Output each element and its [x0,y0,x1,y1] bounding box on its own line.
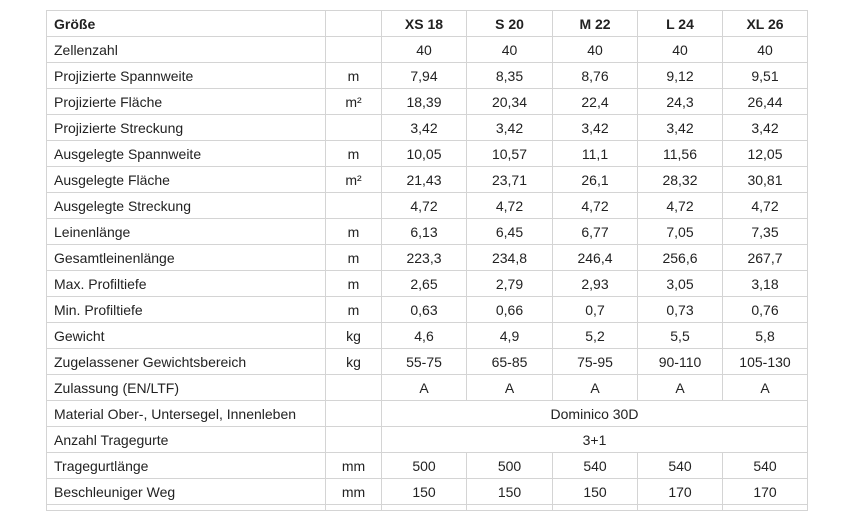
row-unit: m² [326,167,382,193]
trailer-cell [467,505,553,511]
cell-value: 3,05 [638,271,723,297]
row-unit: m [326,297,382,323]
row-label: Projizierte Fläche [47,89,326,115]
row-unit: mm [326,479,382,505]
row-unit: mm [326,453,382,479]
cell-value: 540 [553,453,638,479]
row-unit: m [326,141,382,167]
cell-value: 7,05 [638,219,723,245]
row-unit: kg [326,349,382,375]
trailer-cell [326,505,382,511]
table-row [47,63,808,89]
cell-value: 0,73 [638,297,723,323]
cell-value: 223,3 [382,245,467,271]
trailer-cell [638,505,723,511]
cell-value: 9,12 [638,63,723,89]
table-row [47,167,808,193]
cell-value: A [467,375,553,401]
cell-value: 7,94 [382,63,467,89]
table-row [47,427,808,453]
cell-value: 18,39 [382,89,467,115]
table-row [47,349,808,375]
cell-value: 3,42 [382,115,467,141]
cell-value: 20,34 [467,89,553,115]
column-header: S 20 [467,11,553,37]
cell-value: 9,51 [723,63,808,89]
cell-value: 10,05 [382,141,467,167]
row-unit: kg [326,323,382,349]
cell-value: 0,76 [723,297,808,323]
row-unit [326,193,382,219]
cell-value: 2,65 [382,271,467,297]
cell-value: 500 [382,453,467,479]
cell-value: 90-110 [638,349,723,375]
cell-value: 105-130 [723,349,808,375]
cell-value: 40 [467,37,553,63]
cell-value: 2,79 [467,271,553,297]
cell-value: 2,93 [553,271,638,297]
cell-value: 3,42 [638,115,723,141]
cell-value: 26,44 [723,89,808,115]
cell-value: 75-95 [553,349,638,375]
table-trailer-row [47,505,808,511]
row-label: Zugelassener Gewichtsbereich [47,349,326,375]
cell-value: 246,4 [553,245,638,271]
row-label: Gesamtleinenlänge [47,245,326,271]
cell-value: 4,72 [467,193,553,219]
cell-value: 5,8 [723,323,808,349]
row-label: Leinenlänge [47,219,326,245]
table-row [47,453,808,479]
cell-value: 170 [723,479,808,505]
cell-value: 4,6 [382,323,467,349]
table-row [47,297,808,323]
cell-value: 0,7 [553,297,638,323]
cell-value: 267,7 [723,245,808,271]
row-label: Ausgelegte Fläche [47,167,326,193]
cell-value: 8,35 [467,63,553,89]
cell-value: 4,72 [382,193,467,219]
table-row [47,193,808,219]
row-label: Projizierte Streckung [47,115,326,141]
table-row [47,479,808,505]
cell-value: 3,42 [553,115,638,141]
trailer-cell [47,505,326,511]
cell-value: 540 [723,453,808,479]
cell-value: 26,1 [553,167,638,193]
row-unit: m [326,271,382,297]
spec-table-body [47,11,808,511]
row-unit: m [326,63,382,89]
table-row [47,141,808,167]
cell-value: 0,63 [382,297,467,323]
cell-value: 65-85 [467,349,553,375]
row-unit: m² [326,89,382,115]
cell-value: 150 [382,479,467,505]
cell-value: 30,81 [723,167,808,193]
cell-value: A [638,375,723,401]
cell-value: 5,2 [553,323,638,349]
row-label: Projizierte Spannweite [47,63,326,89]
trailer-cell [723,505,808,511]
cell-value: 10,57 [467,141,553,167]
cell-value: 6,77 [553,219,638,245]
cell-value: 0,66 [467,297,553,323]
table-row [47,271,808,297]
cell-value: A [382,375,467,401]
column-header: M 22 [553,11,638,37]
header-label: Größe [47,11,326,37]
cell-value: 4,72 [723,193,808,219]
cell-value: 6,13 [382,219,467,245]
cell-value: 500 [467,453,553,479]
header-row [47,11,808,37]
cell-value: 6,45 [467,219,553,245]
column-header: XS 18 [382,11,467,37]
spec-table [46,10,808,511]
cell-value: A [553,375,638,401]
row-label: Gewicht [47,323,326,349]
table-row [47,219,808,245]
cell-value: 234,8 [467,245,553,271]
row-label: Zellenzahl [47,37,326,63]
cell-value: 28,32 [638,167,723,193]
column-header: XL 26 [723,11,808,37]
table-row [47,115,808,141]
row-label: Ausgelegte Spannweite [47,141,326,167]
column-header: L 24 [638,11,723,37]
table-row [47,89,808,115]
cell-value: 256,6 [638,245,723,271]
cell-value: 40 [382,37,467,63]
table-row [47,401,808,427]
row-label: Beschleuniger Weg [47,479,326,505]
row-label: Tragegurtlänge [47,453,326,479]
table-row [47,37,808,63]
cell-value: 8,76 [553,63,638,89]
row-label: Anzahl Tragegurte [47,427,326,453]
row-unit: m [326,245,382,271]
cell-value: 3,42 [723,115,808,141]
table-row [47,323,808,349]
row-label: Ausgelegte Streckung [47,193,326,219]
cell-value: 22,4 [553,89,638,115]
row-label: Zulassung (EN/LTF) [47,375,326,401]
row-unit [326,375,382,401]
cell-value: 4,72 [638,193,723,219]
cell-value: 55-75 [382,349,467,375]
cell-value: 170 [638,479,723,505]
row-unit [326,115,382,141]
cell-value: 40 [638,37,723,63]
row-unit [326,427,382,453]
row-unit [326,401,382,427]
row-label: Min. Profiltiefe [47,297,326,323]
cell-value: 23,71 [467,167,553,193]
trailer-cell [553,505,638,511]
table-row [47,245,808,271]
row-label: Max. Profiltiefe [47,271,326,297]
merged-value: Dominico 30D [382,401,808,427]
row-label: Material Ober-, Untersegel, Innenleben [47,401,326,427]
cell-value: 4,9 [467,323,553,349]
cell-value: 12,05 [723,141,808,167]
cell-value: 150 [553,479,638,505]
cell-value: 540 [638,453,723,479]
cell-value: 3,42 [467,115,553,141]
header-unit-cell [326,11,382,37]
cell-value: 11,56 [638,141,723,167]
cell-value: 7,35 [723,219,808,245]
merged-value: 3+1 [382,427,808,453]
cell-value: 40 [723,37,808,63]
cell-value: 4,72 [553,193,638,219]
cell-value: 40 [553,37,638,63]
trailer-cell [382,505,467,511]
cell-value: 21,43 [382,167,467,193]
cell-value: 5,5 [638,323,723,349]
cell-value: 11,1 [553,141,638,167]
cell-value: A [723,375,808,401]
cell-value: 150 [467,479,553,505]
cell-value: 3,18 [723,271,808,297]
cell-value: 24,3 [638,89,723,115]
table-row [47,375,808,401]
row-unit: m [326,219,382,245]
row-unit [326,37,382,63]
